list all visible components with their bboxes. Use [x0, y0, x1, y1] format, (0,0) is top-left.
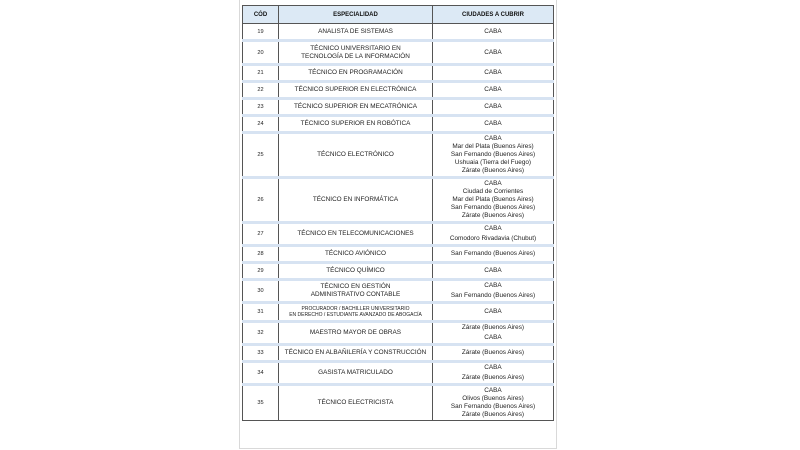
table-row — [243, 362, 554, 385]
cell-cities — [433, 82, 554, 99]
cell-specialty — [279, 24, 433, 41]
cell-specialty — [279, 280, 433, 303]
city-line: San Fernando (Buenos Aires) — [450, 292, 536, 299]
cell-cities — [433, 65, 554, 82]
cell-code: 23 — [243, 99, 279, 116]
specialty-line: ANALISTA DE SISTEMAS — [318, 27, 393, 35]
city-line: San Fernando (Buenos Aires) — [450, 403, 536, 410]
city-line: CABA — [484, 120, 502, 127]
specialty-line: TÉCNICO QUÍMICO — [326, 267, 385, 274]
cell-cities — [433, 303, 554, 322]
cell-code: 29 — [243, 263, 279, 280]
table-row — [243, 385, 554, 421]
city-line: CABA — [484, 48, 502, 56]
table-row — [243, 223, 554, 246]
cell-cities — [433, 263, 554, 280]
specialty-line: TÉCNICO EN TELECOMUNICACIONES — [297, 230, 414, 237]
cell-cities — [433, 116, 554, 133]
specialty-line: EN DERECHO / ESTUDIANTE AVANZADO DE ABOGACÍA — [289, 312, 422, 318]
city-line: CABA — [484, 387, 502, 394]
specialty-line: TÉCNICO UNIVERSITARIO EN — [310, 44, 401, 52]
city-line: Zárate (Buenos Aires) — [461, 411, 525, 418]
cell-specialty — [279, 303, 433, 322]
city-line: Mar del Plata (Buenos Aires) — [452, 196, 534, 203]
cell-specialty — [279, 223, 433, 246]
cell-code: 32 — [243, 322, 279, 345]
cell-code: 35 — [243, 385, 279, 421]
table-row — [243, 82, 554, 99]
table-row — [243, 246, 554, 263]
table-body — [243, 24, 554, 421]
city-line: Ushuaia (Tierra del Fuego) — [454, 159, 532, 166]
city-line: Zárate (Buenos Aires) — [461, 324, 525, 331]
table-row — [243, 116, 554, 133]
table-row — [243, 322, 554, 345]
city-line: CABA — [484, 135, 502, 142]
cell-cities — [433, 99, 554, 116]
header-code: CÓD — [243, 6, 279, 24]
city-line: San Fernando (Buenos Aires) — [450, 250, 536, 257]
city-line: Ciudad de Corrientes — [462, 188, 524, 195]
specialty-line: TÉCNICO EN INFORMÁTICA — [312, 196, 399, 203]
cell-specialty — [279, 178, 433, 223]
specialty-line: TECNOLOGÍA DE LA INFORMACIÓN — [301, 52, 410, 60]
city-line: Zárate (Buenos Aires) — [461, 212, 525, 219]
cell-specialty — [279, 246, 433, 263]
cell-cities — [433, 345, 554, 362]
cell-specialty — [279, 82, 433, 99]
cell-specialty — [279, 116, 433, 133]
specialty-line: TÉCNICO EN ALBAÑILERÍA Y CONSTRUCCIÓN — [284, 349, 427, 356]
city-line: Zárate (Buenos Aires) — [461, 349, 525, 356]
cell-cities — [433, 280, 554, 303]
table-row — [243, 280, 554, 303]
header-cities: CIUDADES A CUBRIR — [433, 6, 554, 24]
specialty-line: TÉCNICO SUPERIOR EN MECATRÓNICA — [293, 103, 418, 110]
cell-cities — [433, 246, 554, 263]
cell-specialty — [279, 362, 433, 385]
specialty-line: TÉCNICO ELECTRÓNICO — [317, 151, 394, 158]
cell-cities — [433, 385, 554, 421]
header-specialty: ESPECIALIDAD — [279, 6, 433, 24]
city-line: Olivos (Buenos Aires) — [462, 395, 524, 402]
table-row — [243, 263, 554, 280]
specialty-line: TÉCNICO AVIÓNICO — [325, 250, 386, 257]
cell-code: 30 — [243, 280, 279, 303]
cell-code: 33 — [243, 345, 279, 362]
table-row — [243, 178, 554, 223]
cell-code: 20 — [243, 41, 279, 65]
table-row — [243, 99, 554, 116]
city-line: CABA — [484, 180, 502, 187]
cell-code: 19 — [243, 24, 279, 41]
table-row — [243, 24, 554, 41]
city-line: San Fernando (Buenos Aires) — [450, 151, 536, 158]
cell-specialty — [279, 99, 433, 116]
city-line: Zárate (Buenos Aires) — [461, 374, 525, 381]
table-row — [243, 133, 554, 178]
cell-code: 26 — [243, 178, 279, 223]
cell-cities — [433, 178, 554, 223]
cell-code: 22 — [243, 82, 279, 99]
cell-specialty — [279, 65, 433, 82]
city-line: CABA — [484, 69, 502, 76]
specialty-line: TÉCNICO SUPERIOR EN ELECTRÓNICA — [294, 86, 417, 93]
table-row — [243, 345, 554, 362]
city-line: CABA — [484, 334, 502, 341]
city-line: CABA — [484, 308, 502, 315]
cell-cities — [433, 223, 554, 246]
cell-code: 34 — [243, 362, 279, 385]
city-line: San Fernando (Buenos Aires) — [450, 204, 536, 211]
cell-specialty — [279, 345, 433, 362]
city-line: Mar del Plata (Buenos Aires) — [452, 143, 534, 150]
cell-cities — [433, 41, 554, 65]
table-row — [243, 41, 554, 65]
specialty-line: TÉCNICO SUPERIOR EN ROBÓTICA — [300, 120, 411, 127]
city-line: CABA — [484, 27, 502, 35]
cell-code: 24 — [243, 116, 279, 133]
cell-specialty — [279, 385, 433, 421]
specialty-line: TÉCNICO EN GESTIÓN — [320, 283, 391, 290]
cell-cities — [433, 133, 554, 178]
cell-code: 31 — [243, 303, 279, 322]
city-line: CABA — [484, 225, 502, 232]
city-line: CABA — [484, 364, 502, 371]
cell-specialty — [279, 133, 433, 178]
table-row — [243, 303, 554, 322]
city-line: CABA — [484, 103, 502, 110]
cell-code: 27 — [243, 223, 279, 246]
city-line: Comodoro Rivadavia (Chubut) — [449, 235, 537, 242]
cell-specialty — [279, 41, 433, 65]
specialty-line: ADMINISTRATIVO CONTABLE — [310, 291, 401, 298]
cell-code: 25 — [243, 133, 279, 178]
cell-specialty — [279, 263, 433, 280]
table-row — [243, 65, 554, 82]
city-line: CABA — [484, 282, 502, 289]
specialties-table — [242, 5, 554, 421]
specialty-line: TÉCNICO ELECTRICISTA — [317, 399, 394, 406]
specialty-line: MAESTRO MAYOR DE OBRAS — [309, 329, 402, 336]
cell-code: 28 — [243, 246, 279, 263]
city-line: CABA — [484, 267, 502, 274]
city-line: CABA — [484, 86, 502, 93]
specialty-line: TÉCNICO EN PROGRAMACIÓN — [308, 69, 403, 76]
cell-cities — [433, 362, 554, 385]
city-line: Zárate (Buenos Aires) — [461, 167, 525, 174]
cell-cities — [433, 322, 554, 345]
table-header-row — [243, 6, 554, 24]
specialty-line: PROCURADOR / BACHILLER UNIVERSITARIO — [301, 305, 410, 312]
cell-code: 21 — [243, 65, 279, 82]
cell-cities — [433, 24, 554, 41]
cell-specialty — [279, 322, 433, 345]
specialty-line: GASISTA MATRICULADO — [318, 369, 393, 376]
